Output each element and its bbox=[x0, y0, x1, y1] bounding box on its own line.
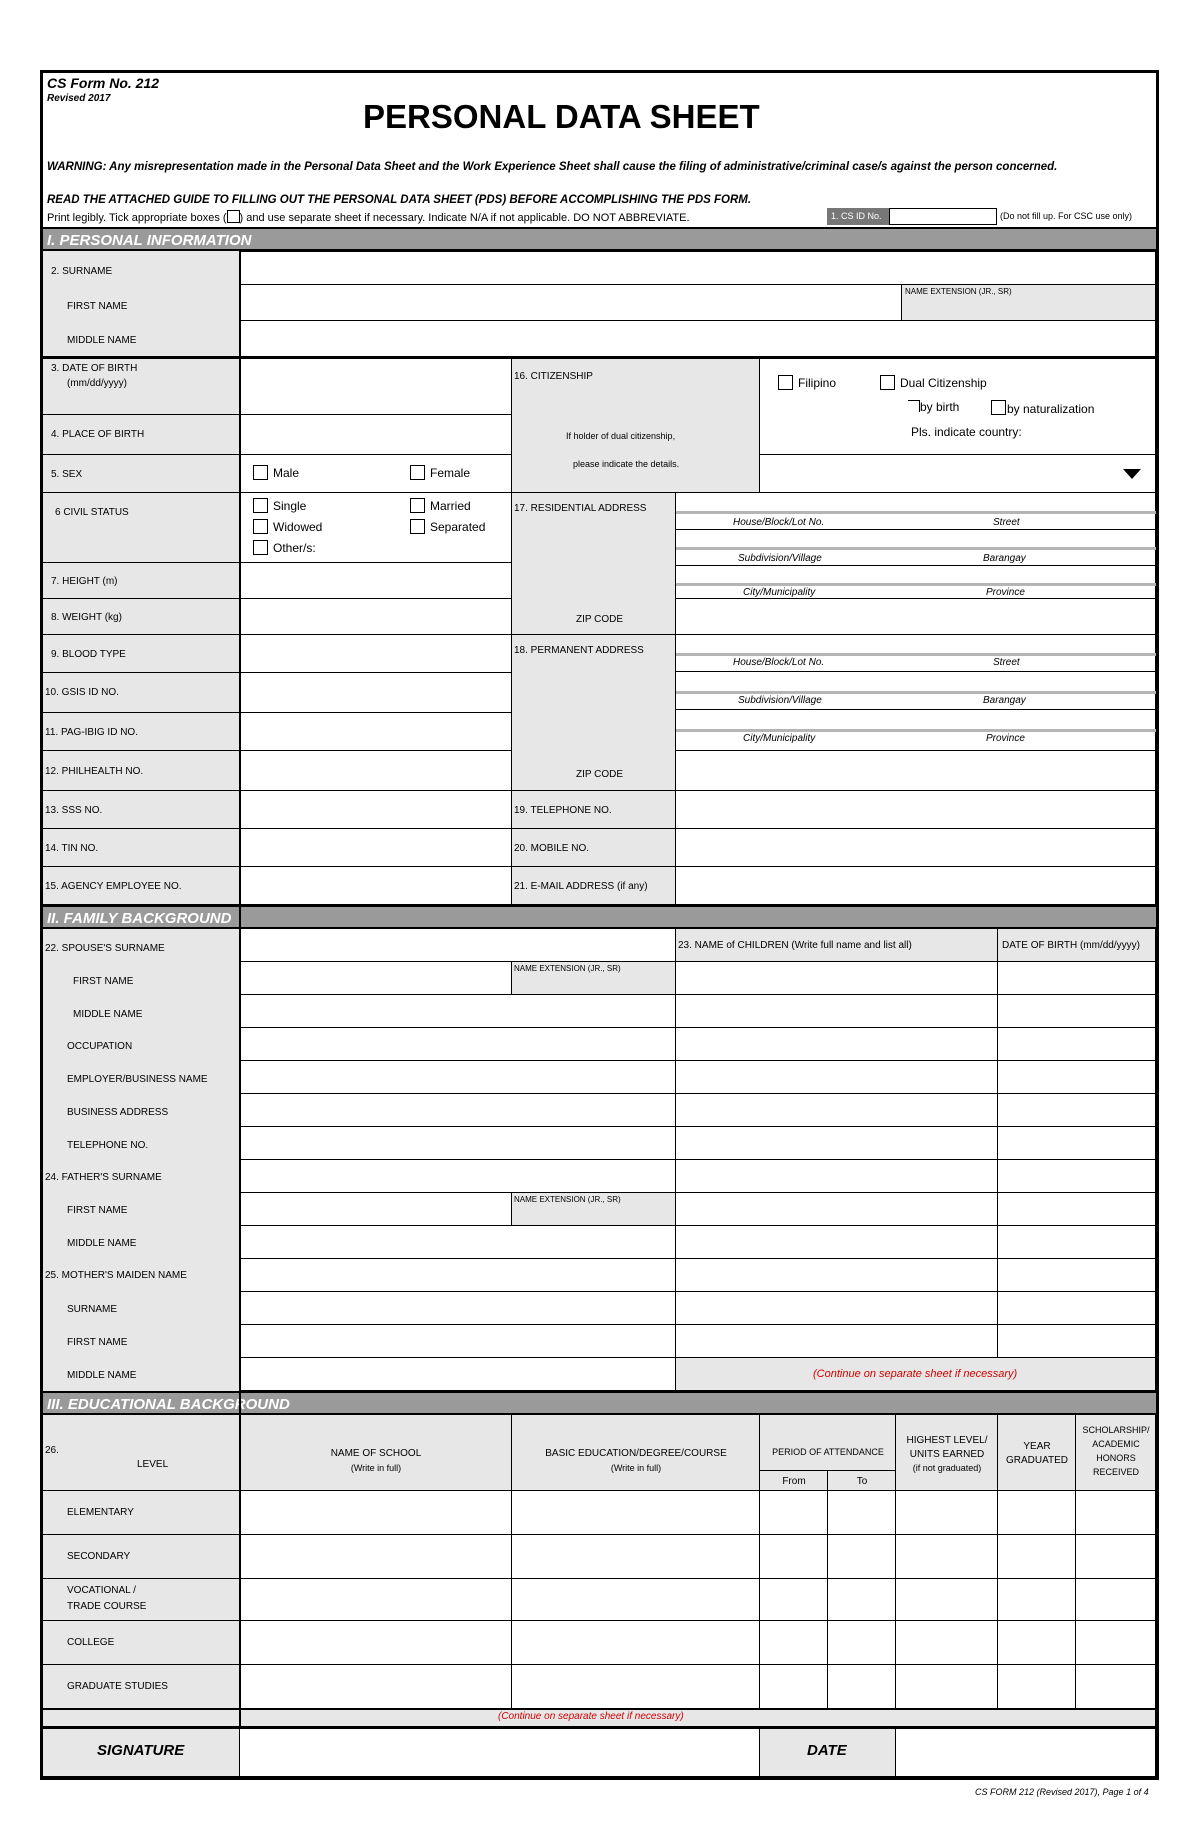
mother-first-name-label: FIRST NAME bbox=[67, 1337, 128, 1348]
pagibig-field[interactable] bbox=[240, 713, 512, 751]
filipino-checkbox[interactable] bbox=[778, 375, 793, 390]
child-name-field[interactable] bbox=[676, 962, 998, 995]
occupation-label: OCCUPATION bbox=[67, 1041, 133, 1052]
height-label: 7. HEIGHT (m) bbox=[51, 576, 118, 587]
agency-employee-field[interactable] bbox=[240, 867, 512, 905]
edu-sch-1: SCHOLARSHIP/ bbox=[1082, 1425, 1150, 1435]
divider bbox=[676, 529, 1156, 530]
cs-id-field[interactable] bbox=[889, 208, 997, 225]
edu-row-label: GRADUATE STUDIES bbox=[67, 1681, 168, 1692]
edu-num-label: 26. bbox=[45, 1445, 59, 1456]
child-name-field[interactable] bbox=[676, 1160, 998, 1193]
gsis-label: 10. GSIS ID NO. bbox=[45, 687, 119, 698]
gsis-field[interactable] bbox=[240, 673, 512, 713]
edu-sch-4: RECEIVED bbox=[1092, 1467, 1139, 1477]
spouse-telephone-field[interactable] bbox=[240, 1127, 676, 1160]
father-first-name-label: FIRST NAME bbox=[67, 1205, 128, 1216]
name-extension-label: NAME EXTENSION (JR., SR) bbox=[905, 287, 1012, 296]
edu-to-field[interactable] bbox=[828, 1665, 896, 1709]
perm-province-sub: Province bbox=[986, 733, 1025, 744]
edu-school-field[interactable] bbox=[240, 1579, 512, 1621]
edu-row-label: ELEMENTARY bbox=[67, 1507, 134, 1518]
divider bbox=[676, 671, 1156, 672]
signature-label: SIGNATURE bbox=[97, 1742, 185, 1759]
male-label: Male bbox=[273, 466, 300, 480]
perm-street-sub: Street bbox=[993, 657, 1020, 668]
mother-maiden-label: 25. MOTHER'S MAIDEN NAME bbox=[45, 1270, 187, 1281]
edu-from-field[interactable] bbox=[760, 1535, 828, 1579]
agency-employee-label: 15. AGENCY EMPLOYEE NO. bbox=[45, 881, 182, 892]
mother-surname-label: SURNAME bbox=[67, 1304, 118, 1315]
indicate-country-label: Pls. indicate country: bbox=[911, 425, 1022, 439]
middle-name-field[interactable] bbox=[240, 321, 1156, 357]
edu-from-field[interactable] bbox=[760, 1491, 828, 1535]
civil-status-label: 6 CIVIL STATUS bbox=[55, 507, 129, 518]
edu-highest-field[interactable] bbox=[896, 1491, 998, 1535]
res-zip-label: ZIP CODE bbox=[576, 614, 624, 625]
philhealth-label: 12. PHILHEALTH NO. bbox=[45, 766, 144, 777]
edu-scholarship-field[interactable] bbox=[1076, 1665, 1156, 1709]
child-name-field[interactable] bbox=[676, 1028, 998, 1061]
surname-field[interactable] bbox=[240, 251, 1156, 285]
spouse-name-ext-label: NAME EXTENSION (JR., SR) bbox=[514, 964, 621, 973]
divider bbox=[239, 251, 241, 1727]
form-revision: Revised 2017 bbox=[47, 93, 111, 104]
edu-to-label: To bbox=[856, 1476, 868, 1487]
read-guide-text: READ THE ATTACHED GUIDE TO FILLING OUT THE PERSONAL DATA SHEET (PDS) BEFORE ACCOMPLISHING THE PDS FORM. bbox=[47, 194, 752, 206]
edu-year-field[interactable] bbox=[998, 1535, 1076, 1579]
father-surname-field[interactable] bbox=[240, 1160, 676, 1193]
pagibig-label: 11. PAG-IBIG ID NO. bbox=[45, 727, 138, 738]
sex-label: 5. SEX bbox=[51, 469, 83, 480]
dual-citizenship-checkbox[interactable] bbox=[880, 375, 895, 390]
father-middle-name-field[interactable] bbox=[240, 1226, 676, 1259]
section-family-background: II. FAMILY BACKGROUND bbox=[43, 905, 1156, 929]
perm-subdivision-sub: Subdivision/Village bbox=[738, 695, 822, 706]
signature-field[interactable] bbox=[240, 1727, 760, 1777]
mother-middle-name-field[interactable] bbox=[240, 1358, 676, 1391]
divider bbox=[676, 653, 1156, 656]
edu-school-field[interactable] bbox=[240, 1621, 512, 1665]
married-label: Married bbox=[430, 499, 471, 513]
divider bbox=[676, 565, 1156, 566]
employer-label: EMPLOYER/BUSINESS NAME bbox=[67, 1074, 208, 1085]
edu-year-1: YEAR bbox=[1023, 1441, 1051, 1452]
edu-year-field[interactable] bbox=[998, 1579, 1076, 1621]
dual-citizenship-label: Dual Citizenship bbox=[900, 376, 987, 390]
weight-label: 8. WEIGHT (kg) bbox=[51, 612, 122, 623]
others-checkbox[interactable] bbox=[253, 540, 268, 555]
edu-from-label: From bbox=[782, 1476, 806, 1487]
dual-note-2: please indicate the details. bbox=[573, 459, 680, 469]
perm-city-sub: City/Municipality bbox=[743, 733, 816, 744]
edu-scholarship-field[interactable] bbox=[1076, 1579, 1156, 1621]
edu-to-field[interactable] bbox=[828, 1491, 896, 1535]
edu-year-field[interactable] bbox=[998, 1665, 1076, 1709]
mother-middle-name-label: MIDDLE NAME bbox=[67, 1370, 137, 1381]
dob-format: (mm/dd/yyyy) bbox=[67, 378, 127, 389]
edu-school-sub: (Write in full) bbox=[350, 1463, 402, 1473]
perm-zip-field[interactable] bbox=[676, 751, 1156, 791]
res-zip-field[interactable] bbox=[676, 599, 1156, 635]
edu-course-field[interactable] bbox=[512, 1535, 760, 1579]
country-select[interactable] bbox=[760, 455, 1156, 493]
page-footer: CS FORM 212 (Revised 2017), Page 1 of 4 bbox=[975, 1787, 1149, 1797]
child-dob-field[interactable] bbox=[998, 1160, 1156, 1193]
spouse-first-name-field[interactable] bbox=[240, 962, 512, 995]
res-province-sub: Province bbox=[986, 587, 1025, 598]
spouse-surname-field[interactable] bbox=[240, 929, 676, 962]
by-birth-checkbox[interactable] bbox=[908, 400, 920, 412]
female-checkbox[interactable] bbox=[410, 465, 425, 480]
middle-name-label: MIDDLE NAME bbox=[67, 335, 137, 346]
page-title: PERSONAL DATA SHEET bbox=[363, 98, 760, 135]
married-checkbox[interactable] bbox=[410, 498, 425, 513]
child-dob-field[interactable] bbox=[998, 1193, 1156, 1226]
child-name-field[interactable] bbox=[676, 1292, 998, 1325]
mobile-label: 20. MOBILE NO. bbox=[514, 843, 590, 854]
child-name-field[interactable] bbox=[676, 1259, 998, 1292]
philhealth-field[interactable] bbox=[240, 751, 512, 791]
edu-to-field[interactable] bbox=[828, 1621, 896, 1665]
by-naturalization-label: by naturalization bbox=[1007, 402, 1095, 416]
spouse-telephone-label: TELEPHONE NO. bbox=[67, 1140, 149, 1151]
father-surname-label: 24. FATHER'S SURNAME bbox=[45, 1172, 162, 1183]
child-name-field[interactable] bbox=[676, 1193, 998, 1226]
spouse-middle-name-label: MIDDLE NAME bbox=[73, 1009, 143, 1020]
divider bbox=[676, 691, 1156, 694]
edu-highest-field[interactable] bbox=[896, 1535, 998, 1579]
edu-course-field[interactable] bbox=[512, 1491, 760, 1535]
permanent-address-label: 18. PERMANENT ADDRESS bbox=[514, 645, 644, 656]
print-note: Print legibly. Tick appropriate boxes ( ) and use separate sheet if necessary. Indicate N/A if not applicable. DO NOT ABBREVIATE. bbox=[47, 212, 690, 224]
business-address-field[interactable] bbox=[240, 1094, 676, 1127]
edu-highest-1: HIGHEST LEVEL/ bbox=[906, 1435, 988, 1446]
edu-scholarship-field[interactable] bbox=[1076, 1491, 1156, 1535]
child-dob-field[interactable] bbox=[998, 1226, 1156, 1259]
female-label: Female bbox=[430, 466, 471, 480]
edu-level-label: LEVEL bbox=[137, 1459, 169, 1470]
warning-text: WARNING: Any misrepresentation made in the Personal Data Sheet and the Work Experience Sheet shall cause the filing of administrative/criminal case/s against the person concerned. bbox=[47, 161, 1058, 173]
divider bbox=[676, 547, 1156, 550]
perm-barangay-sub: Barangay bbox=[983, 695, 1026, 706]
child-dob-field[interactable] bbox=[998, 1061, 1156, 1094]
dob-field[interactable] bbox=[240, 359, 512, 415]
father-first-name-field[interactable] bbox=[240, 1193, 512, 1226]
section-educational-background: III. EDUCATIONAL BACKGROUND bbox=[43, 1391, 1156, 1415]
child-dob-field[interactable] bbox=[998, 1292, 1156, 1325]
weight-field[interactable] bbox=[240, 599, 512, 635]
mother-first-name-field[interactable] bbox=[240, 1325, 676, 1358]
father-middle-name-label: MIDDLE NAME bbox=[67, 1238, 137, 1249]
divider bbox=[676, 729, 1156, 732]
edu-to-field[interactable] bbox=[828, 1535, 896, 1579]
form-number: CS Form No. 212 bbox=[47, 75, 160, 91]
edu-to-field[interactable] bbox=[828, 1579, 896, 1621]
edu-course-field[interactable] bbox=[512, 1665, 760, 1709]
cs-id-label: 1. CS ID No. bbox=[827, 208, 889, 225]
email-label: 21. E-MAIL ADDRESS (if any) bbox=[514, 881, 648, 892]
edu-school-field[interactable] bbox=[240, 1665, 512, 1709]
edu-highest-2: UNITS EARNED bbox=[909, 1449, 985, 1460]
edu-sch-3: HONORS bbox=[1096, 1453, 1136, 1463]
children-dob-label: DATE OF BIRTH (mm/dd/yyyy) bbox=[1002, 940, 1140, 951]
first-name-label: FIRST NAME bbox=[67, 301, 128, 312]
civil-status-label-cell bbox=[43, 493, 240, 563]
sss-label: 13. SSS NO. bbox=[45, 805, 103, 816]
child-dob-field[interactable] bbox=[998, 1325, 1156, 1358]
section-personal-info: I. PERSONAL INFORMATION bbox=[43, 227, 1156, 251]
res-barangay-sub: Barangay bbox=[983, 553, 1026, 564]
single-label: Single bbox=[273, 499, 307, 513]
email-field[interactable] bbox=[676, 867, 1156, 905]
widowed-checkbox[interactable] bbox=[253, 519, 268, 534]
edu-school-label: NAME OF SCHOOL bbox=[330, 1448, 422, 1459]
child-dob-field[interactable] bbox=[998, 995, 1156, 1028]
child-name-field[interactable] bbox=[676, 1325, 998, 1358]
tin-field[interactable] bbox=[240, 829, 512, 867]
edu-period-header bbox=[760, 1415, 896, 1471]
male-checkbox[interactable] bbox=[253, 465, 268, 480]
father-name-ext-label: NAME EXTENSION (JR., SR) bbox=[514, 1195, 621, 1204]
separated-checkbox[interactable] bbox=[410, 519, 425, 534]
edu-row-label: VOCATIONAL / bbox=[67, 1585, 136, 1596]
edu-year-field[interactable] bbox=[998, 1491, 1076, 1535]
divider bbox=[676, 709, 1156, 710]
edu-from-field[interactable] bbox=[760, 1579, 828, 1621]
separated-label: Separated bbox=[430, 520, 486, 534]
filipino-label: Filipino bbox=[798, 376, 837, 390]
cs-id-note: (Do not fill up. For CSC use only) bbox=[1000, 211, 1133, 221]
height-field[interactable] bbox=[240, 563, 512, 599]
surname-label: 2. SURNAME bbox=[51, 266, 113, 277]
edu-year-2: GRADUATED bbox=[1005, 1455, 1069, 1466]
family-continue-note: (Continue on separate sheet if necessary) bbox=[813, 1368, 1018, 1380]
pob-field[interactable] bbox=[240, 415, 512, 455]
others-label: Other/s: bbox=[273, 541, 316, 555]
edu-row-label: COLLEGE bbox=[67, 1637, 115, 1648]
divider bbox=[676, 583, 1156, 586]
edu-school-field[interactable] bbox=[240, 1491, 512, 1535]
edu-course-sub: (Write in full) bbox=[610, 1463, 662, 1473]
occupation-field[interactable] bbox=[240, 1028, 676, 1061]
edu-from-field[interactable] bbox=[760, 1665, 828, 1709]
edu-scholarship-field[interactable] bbox=[1076, 1535, 1156, 1579]
edu-highest-field[interactable] bbox=[896, 1579, 998, 1621]
permanent-label-cell bbox=[512, 635, 676, 791]
perm-house-sub: House/Block/Lot No. bbox=[733, 657, 825, 668]
telephone-field[interactable] bbox=[676, 791, 1156, 829]
res-subdivision-sub: Subdivision/Village bbox=[738, 553, 822, 564]
spouse-middle-name-field[interactable] bbox=[240, 995, 676, 1028]
edu-year-header bbox=[998, 1415, 1076, 1491]
child-dob-field[interactable] bbox=[998, 962, 1156, 995]
mobile-field[interactable] bbox=[676, 829, 1156, 867]
edu-scholarship-field[interactable] bbox=[1076, 1621, 1156, 1665]
edu-period-label: PERIOD OF ATTENDANCE bbox=[772, 1447, 884, 1457]
edu-level-header bbox=[43, 1415, 240, 1491]
divider bbox=[676, 511, 1156, 514]
child-dob-field[interactable] bbox=[998, 1094, 1156, 1127]
edu-school-field[interactable] bbox=[240, 1535, 512, 1579]
res-house-sub: House/Block/Lot No. bbox=[733, 517, 825, 528]
dob-label: 3. DATE OF BIRTH bbox=[51, 363, 138, 374]
res-city-sub: City/Municipality bbox=[743, 587, 816, 598]
perm-zip-label: ZIP CODE bbox=[576, 769, 624, 780]
pob-label: 4. PLACE OF BIRTH bbox=[51, 429, 145, 440]
residential-address-label: 17. RESIDENTIAL ADDRESS bbox=[514, 503, 647, 514]
res-street-sub: Street bbox=[993, 517, 1020, 528]
child-name-field[interactable] bbox=[676, 1061, 998, 1094]
single-checkbox[interactable] bbox=[253, 498, 268, 513]
child-name-field[interactable] bbox=[676, 1226, 998, 1259]
spouse-first-name-label: FIRST NAME bbox=[73, 976, 134, 987]
edu-row-label-2: TRADE COURSE bbox=[67, 1601, 147, 1612]
tin-label: 14. TIN NO. bbox=[45, 843, 99, 854]
children-header-label: 23. NAME of CHILDREN (Write full name and list all) bbox=[678, 940, 912, 951]
by-naturalization-checkbox[interactable] bbox=[991, 400, 1006, 415]
edu-sch-2: ACADEMIC bbox=[1092, 1439, 1140, 1449]
first-name-field[interactable] bbox=[240, 285, 902, 321]
widowed-label: Widowed bbox=[273, 520, 323, 534]
child-dob-field[interactable] bbox=[998, 1028, 1156, 1061]
child-dob-field[interactable] bbox=[998, 1259, 1156, 1292]
telephone-label: 19. TELEPHONE NO. bbox=[514, 805, 612, 816]
date-field[interactable] bbox=[896, 1727, 1156, 1777]
edu-highest-field[interactable] bbox=[896, 1621, 998, 1665]
child-name-field[interactable] bbox=[676, 1094, 998, 1127]
chevron-down-icon[interactable] bbox=[1123, 469, 1141, 479]
business-address-label: BUSINESS ADDRESS bbox=[67, 1107, 169, 1118]
child-name-field[interactable] bbox=[676, 995, 998, 1028]
dual-note-1: If holder of dual citizenship, bbox=[566, 431, 676, 441]
edu-continue-note: (Continue on separate sheet if necessary) bbox=[498, 1711, 684, 1722]
spouse-surname-label: 22. SPOUSE'S SURNAME bbox=[45, 943, 165, 954]
edu-course-field[interactable] bbox=[512, 1579, 760, 1621]
edu-row-label: SECONDARY bbox=[67, 1551, 131, 1562]
employer-field[interactable] bbox=[240, 1061, 676, 1094]
edu-highest-3: (if not graduated) bbox=[912, 1463, 982, 1473]
edu-course-label: BASIC EDUCATION/DEGREE/COURSE bbox=[545, 1448, 727, 1459]
sss-field[interactable] bbox=[240, 791, 512, 829]
edu-course-field[interactable] bbox=[512, 1621, 760, 1665]
citizenship-label: 16. CITIZENSHIP bbox=[514, 371, 593, 382]
edu-from-field[interactable] bbox=[760, 1621, 828, 1665]
by-birth-label: by birth bbox=[920, 400, 960, 414]
child-name-field[interactable] bbox=[676, 1127, 998, 1160]
date-label: DATE bbox=[807, 1742, 847, 1759]
blood-type-field[interactable] bbox=[240, 635, 512, 673]
edu-highest-field[interactable] bbox=[896, 1665, 998, 1709]
edu-year-field[interactable] bbox=[998, 1621, 1076, 1665]
mother-surname-field[interactable] bbox=[240, 1292, 676, 1325]
tick-box-sample bbox=[227, 210, 240, 223]
pds-form bbox=[40, 70, 1159, 1780]
child-dob-field[interactable] bbox=[998, 1127, 1156, 1160]
mother-maiden-field[interactable] bbox=[240, 1259, 676, 1292]
blood-type-label: 9. BLOOD TYPE bbox=[51, 649, 126, 660]
